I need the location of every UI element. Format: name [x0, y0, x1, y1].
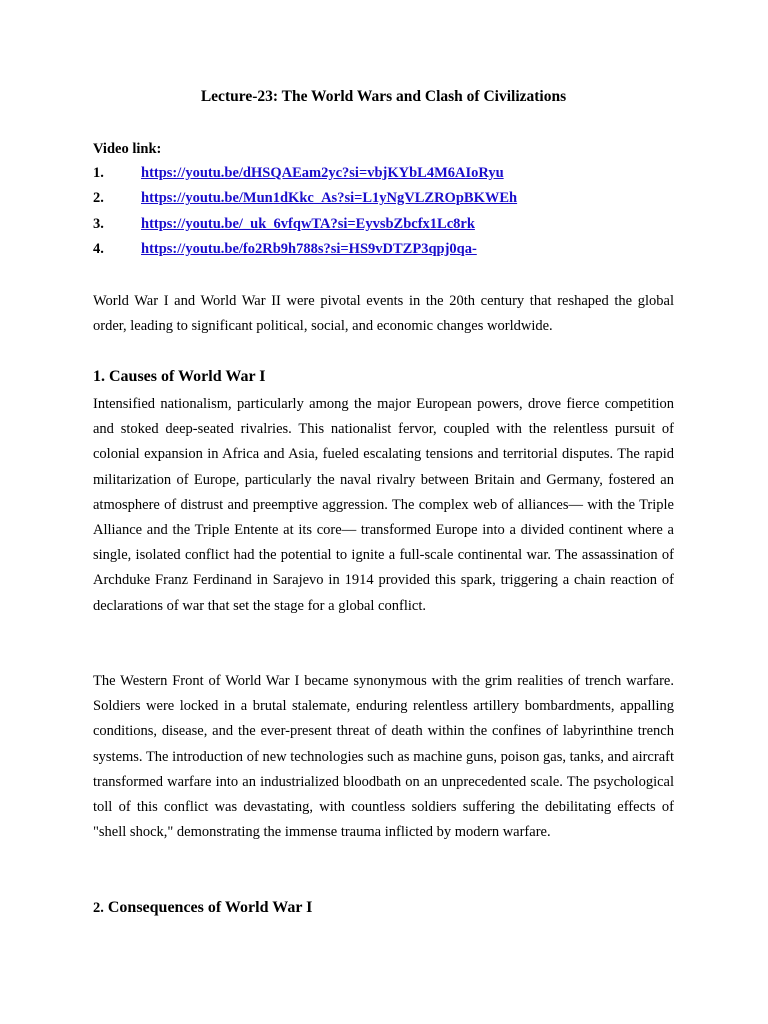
section-2-number: 2. — [93, 900, 104, 916]
video-link-3[interactable]: https://youtu.be/_uk_6vfqwTA?si=EyvsbZbcfx1Lc8rk — [141, 215, 475, 232]
section-1-heading — [93, 367, 265, 387]
video-link-item — [93, 214, 693, 239]
video-link-item — [93, 188, 693, 213]
video-link-label: Video link: — [93, 141, 162, 157]
video-link-2[interactable]: https://youtu.be/Mun1dKkc_As?si=L1yNgVLZROpBKWEh — [141, 190, 518, 207]
video-link-1[interactable]: https://youtu.be/dHSQAEam2yc?si=vbjKYbL4M6AIoRyu — [141, 165, 504, 181]
link-number: 2. — [93, 190, 104, 207]
section-1-paragraph-2: The Western Front of World War I became synonymous with the grim realities of trench warfare. Soldiers were locked in a brutal stalemate, enduring relentless artillery bombardments, appalling conditions, disease, and the ever-present threat of death within the confines of labyrinthine trench systems. The introduction of new technologies such as machine guns, poison gas, tanks, and aircraft transformed warfare into an industrialized bloodbath on an unprecedented scale. The psychological toll of this conflict was devastating, with countless soldiers suffering the debilitating effects of "shell shock," demonstrating the immense trauma inflicted by modern warfare. — [93, 673, 674, 841]
video-link-item — [93, 239, 693, 264]
video-link-4[interactable]: https://youtu.be/fo2Rb9h788s?si=HS9vDTZP3qpj0qa- — [141, 240, 477, 257]
section-1-title: Causes of World War I — [109, 368, 266, 385]
link-number: 4. — [93, 240, 104, 257]
section-1-paragraph-1: Intensified nationalism, particularly among the major European powers, drove fierce competition and stoked deep-seated rivalries. This nationalist fervor, coupled with the relentless pursuit of colonial expansion in Africa and Asia, fueled escalating tensions and territorial disputes. The rapid militarization of Europe, particularly the naval rivalry between Britain and Germany, fostered an atmosphere of distrust and preemptive aggression. The complex web of alliances— with the Triple Alliance and the Triple Entente at its core— transformed Europe into a divided continent where a single, isolated conflict had the potential to ignite a full-scale continental war. The assassination of Archduke Franz Ferdinand in Sarajevo in 1914 provided this spark, triggering a chain reaction of declarations of war that set the stage for a global conflict. — [93, 396, 674, 614]
section-2-title: Consequences of World War I — [107, 899, 313, 916]
link-number: 3. — [93, 215, 104, 232]
section-1-number: 1. — [93, 368, 105, 385]
document-title: Lecture-23: The World Wars and Clash of Civilizations — [200, 88, 567, 105]
section-2-heading — [93, 898, 312, 918]
video-link-item — [93, 163, 693, 188]
video-link-list — [93, 163, 693, 264]
link-number: 1. — [93, 165, 104, 181]
intro-paragraph: World War I and World War II were pivotal events in the 20th century that reshaped the global order, leading to significant political, social, and economic changes worldwide. — [93, 293, 674, 335]
